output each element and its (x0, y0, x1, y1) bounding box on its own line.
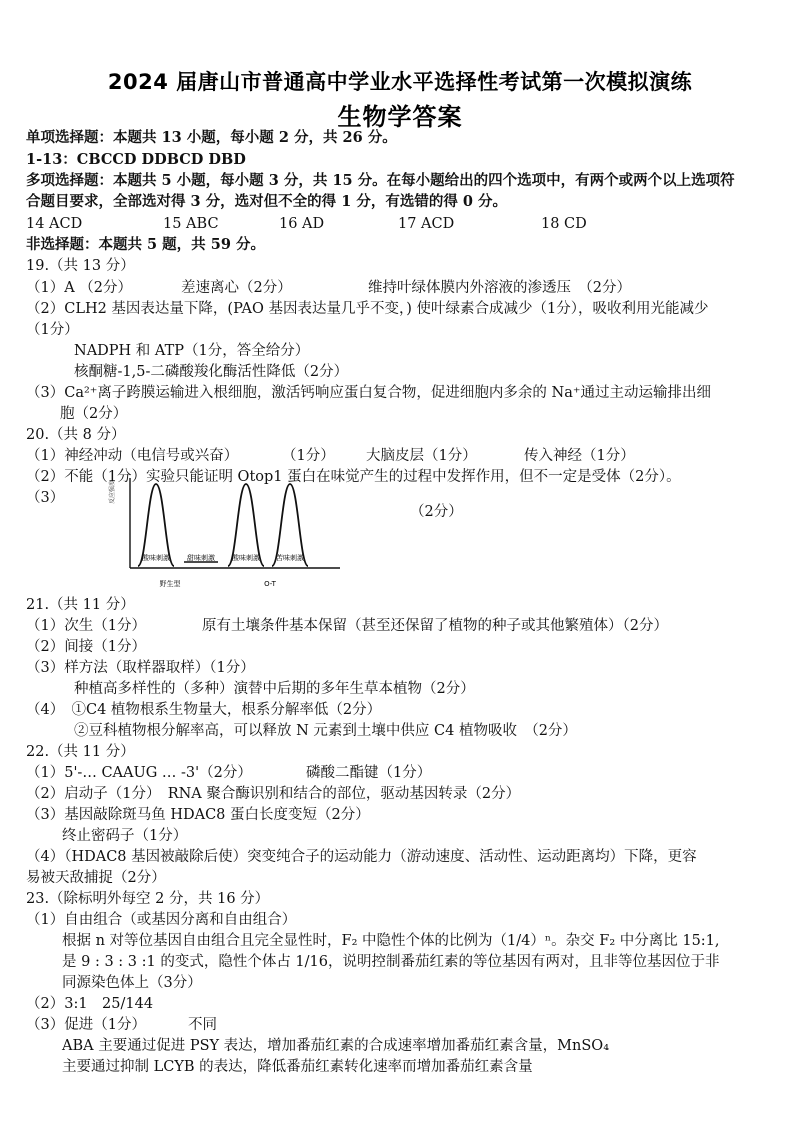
q20-1-a: （1）神经冲动（电信号或兴奋） (26, 448, 239, 464)
document-title: 2024 届唐山市普通高中学业水平选择性考试第一次模拟演练 (107, 70, 693, 94)
bar-label-4: 苦味刺激 (276, 554, 304, 562)
q21-1-b: 原有土壤条件基本保留（甚至还保留了植物的种子或其他繁殖体）（2分） (202, 618, 668, 634)
q21-4-line-1: （4） ①C4 植物根系生物量大，根系分解率低（2分） (26, 702, 382, 718)
answer-18: 18 CD (541, 216, 587, 232)
q22-1-b: 磷酸二酯键（1分） (306, 765, 432, 781)
q20-1-b: （1分） (282, 448, 335, 464)
q21-4-line-2: ②豆科植物根分解率高，可以释放 N 元素到土壤中供应 C4 植物吸收 （2分） (74, 723, 577, 739)
q19-2-line-4: 核酮糖-1,5-二磷酸羧化酶活性降低（2分） (74, 364, 349, 380)
q22-4-line-2: 易被天敌捕捉（2分） (26, 870, 166, 886)
q19-2-line-3: NADPH 和 ATP（1分，答全给分） (74, 343, 310, 359)
q23-2: （2）3:1 25/144 (26, 996, 154, 1012)
answer-14: 14 ACD (26, 216, 83, 232)
q21-heading: 21.（共 11 分） (26, 597, 135, 613)
bar-label-1: 酸味刺激 (142, 554, 170, 562)
q21-3-line-1: （3）样方法（取样器取样）（1分） (26, 660, 255, 676)
non-choice-heading: 非选择题：本题共 5 题，共 59 分。 (26, 236, 265, 253)
q20-3-score: （2分） (410, 504, 463, 520)
q22-3-line-1: （3）基因敲除斑马鱼 HDAC8 蛋白长度变短（2分） (26, 807, 370, 823)
q19-1-b: 差速离心（2分） (181, 280, 292, 296)
answer-15: 15 ABC (163, 216, 219, 232)
q23-1-line-2: 根据 n 对等位基因自由组合且完全显性时，F₂ 中隐性个体的比例为（1/4）ⁿ。杂交 F₂ 中分离比 15:1, (62, 933, 720, 949)
q23-3-a: （3）促进（1分） (26, 1017, 146, 1033)
answer-17: 17 ACD (398, 216, 455, 232)
q22-heading: 22.（共 11 分） (26, 744, 135, 760)
q20-3-label: （3） (26, 490, 65, 506)
q22-2: （2）启动子（1分） RNA 聚合酶识别和结合的部位，驱动基因转录（2分） (26, 786, 521, 802)
q23-1-line-3: 是 9 : 3 : 3 :1 的变式，隐性个体占 1/16，说明控制番茄红素的等位基因有两对，且非等位基因位于非 (62, 954, 720, 970)
q23-heading: 23.（除标明外每空 2 分，共 16 分） (26, 891, 270, 907)
q23-3-line-3: 主要通过抑制 LCYB 的表达，降低番茄红素转化速率而增加番茄红素含量 (62, 1059, 533, 1075)
q19-3-line-2: 胞（2分） (60, 406, 128, 422)
q19-heading: 19.（共 13 分） (26, 258, 135, 274)
q19-2-line-2: （1分） (26, 322, 79, 338)
q22-3-line-2: 终止密码子（1分） (62, 828, 188, 844)
figure-y-label: 反应强度 (109, 479, 116, 504)
q23-1-line-4: 同源染色体上（3分） (62, 975, 202, 991)
q19-3-line-1: （3）Ca²⁺离子跨膜运输进入根细胞，激活钙响应蛋白复合物，促进细胞内多余的 Na⁺通过主动运输排出细 (26, 385, 712, 401)
q22-4-line-1: （4）（HDAC8 基因被敲除后使）突变纯合子的运动能力（游动速度、活动性、运动距离均）下降，更容 (26, 849, 697, 865)
q20-1-d: 传入神经（1分） (524, 448, 635, 464)
bar-label-2: 甜味刺激 (187, 554, 215, 562)
taste-response-figure (108, 474, 348, 592)
multi-choice-heading-line-2: 合题目要求，全部选对得 3 分，选对但不全的得 1 分，有选错的得 0 分。 (26, 193, 508, 210)
q19-2-line-1: （2）CLH2 基因表达量下降，(PAO 基因表达量几乎不变，) 使叶绿素合成减少（1分），吸收利用光能减少 (26, 301, 709, 317)
q21-1-a: （1）次生（1分） (26, 618, 146, 634)
q19-1-c: 维持叶绿体膜内外溶液的渗透压 （2分） (368, 280, 631, 296)
q23-1-line-1: （1）自由组合（或基因分离和自由组合） (26, 912, 297, 928)
multi-choice-heading-line-1: 多项选择题：本题共 5 小题，每小题 3 分，共 15 分。在每小题给出的四个选项中，有两个或两个以上选项符 (26, 172, 735, 189)
q23-3-line-2: ABA 主要通过促进 PSY 表达，增加番茄红素的合成速率增加番茄红素含量，MnSO₄ (62, 1038, 610, 1054)
q21-2: （2）间接（1分） (26, 639, 146, 655)
q19-1-a: （1）A （2分） (26, 280, 133, 296)
single-choice-heading: 单项选择题：本题共 13 小题，每小题 2 分，共 26 分。 (26, 129, 397, 146)
answer-16: 16 AD (279, 216, 325, 232)
q20-heading: 20.（共 8 分） (26, 427, 126, 443)
q20-1-c: 大脑皮层（1分） (366, 448, 477, 464)
q20-2: （2）不能（1分）实验只能证明 Otop1 蛋白在味觉产生的过程中发挥作用，但不一定是受体（2分）。 (26, 469, 681, 485)
group-label-mutant: O-T (264, 580, 276, 588)
q21-3-line-2: 种植高多样性的（多种）演替中后期的多年生草本植物（2分） (74, 681, 475, 697)
single-choice-answers: 1-13：CBCCD DDBCD DBD (26, 151, 246, 168)
document-subtitle: 生物学答案 (337, 103, 463, 131)
group-label-wildtype: 野生型 (159, 580, 181, 588)
q22-1-a: （1）5'-… CAAUG … -3'（2分） (26, 765, 252, 781)
q23-3-b: 不同 (188, 1017, 217, 1033)
bar-label-3: 酸味刺激 (232, 554, 260, 562)
